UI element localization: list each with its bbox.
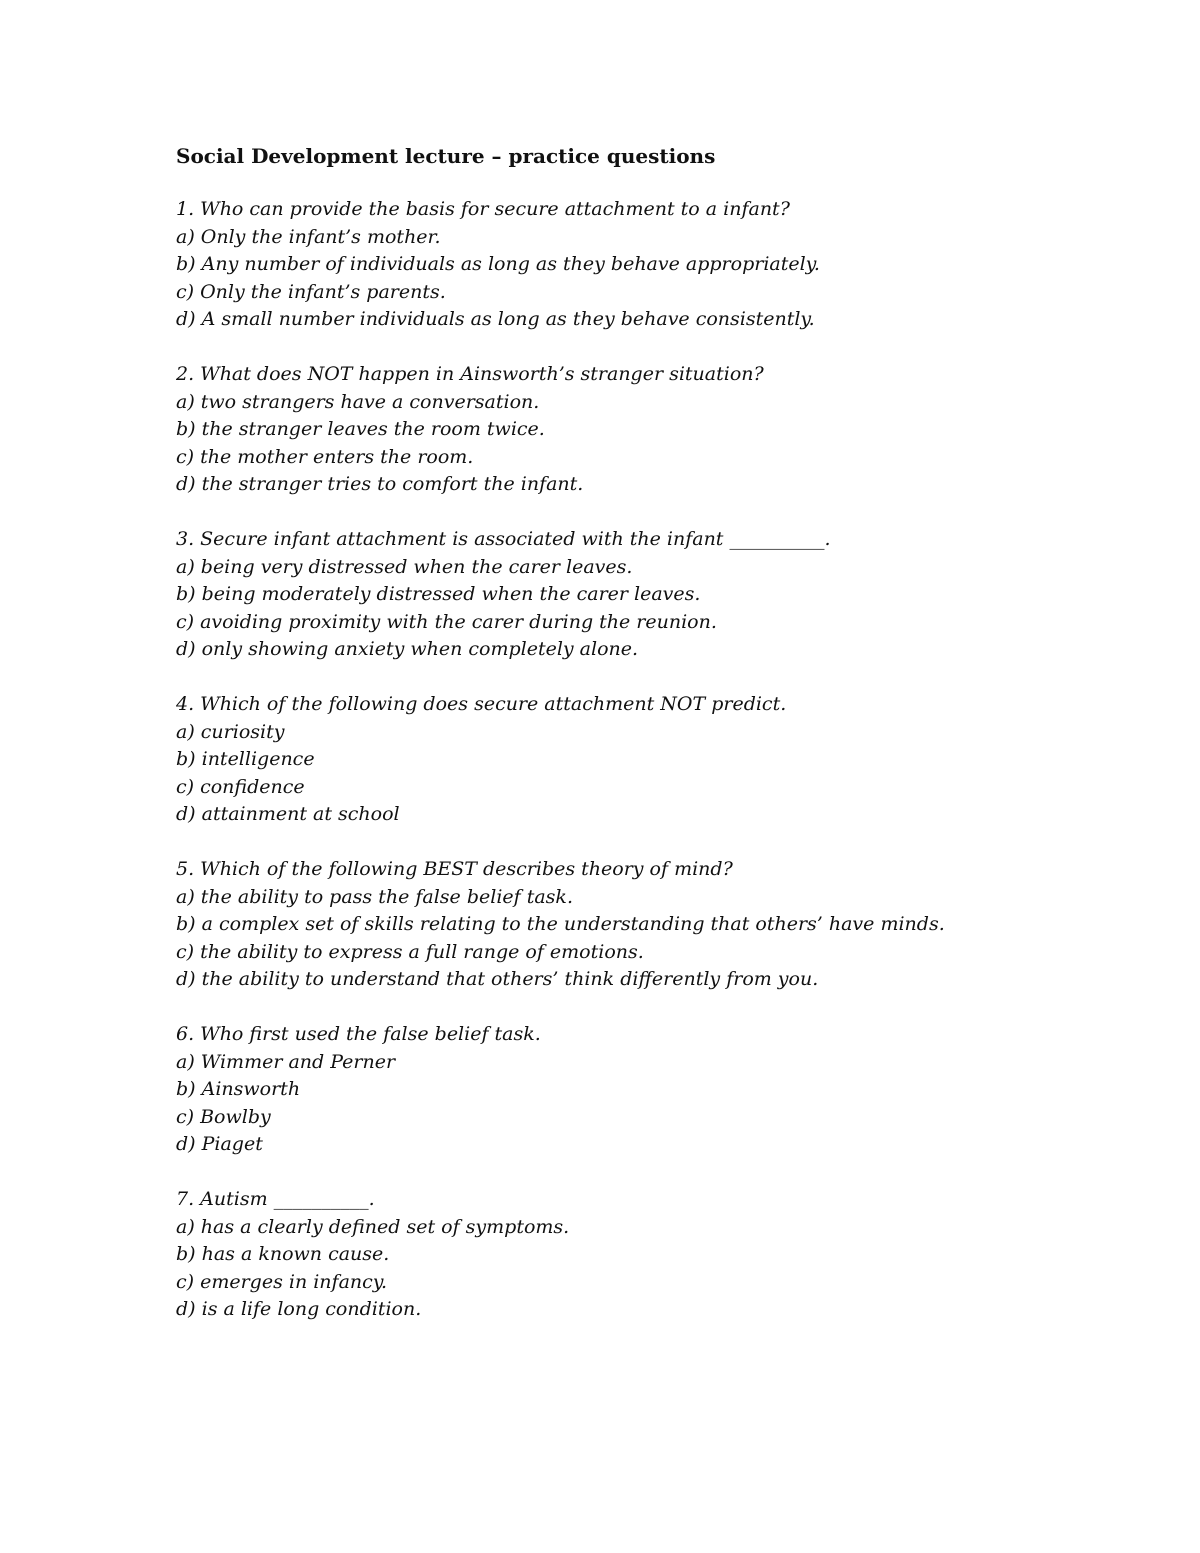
question-prompt: 2. What does NOT happen in Ainsworth’s stranger situation? bbox=[176, 363, 764, 385]
answer-option-b: b) intelligence bbox=[176, 748, 315, 770]
answer-option-d: d) the stranger tries to comfort the infant. bbox=[176, 473, 584, 495]
answer-option-c: c) Bowlby bbox=[176, 1105, 271, 1128]
answer-option-c: c) Only the infant’s parents. bbox=[176, 280, 446, 303]
answer-option-c: c) the mother enters the room. bbox=[176, 445, 474, 468]
answer-option-c: c) the ability to express a full range of emotions. bbox=[176, 940, 644, 963]
answer-option-a: a) has a clearly defined set of symptoms. bbox=[176, 1215, 570, 1238]
question-7 bbox=[176, 1186, 1116, 1324]
answer-option-a: a) curiosity bbox=[176, 720, 285, 743]
question-6 bbox=[176, 1021, 1116, 1159]
document-content bbox=[176, 141, 1116, 1351]
answer-option-c: c) confidence bbox=[176, 775, 305, 798]
answer-option-d: d) Piaget bbox=[176, 1133, 263, 1155]
document-title: Social Development lecture – practice questions bbox=[176, 144, 716, 168]
answer-option-d: d) is a life long condition. bbox=[176, 1298, 422, 1320]
answer-option-b: b) Ainsworth bbox=[176, 1078, 301, 1100]
answer-option-b: b) has a known cause. bbox=[176, 1243, 390, 1265]
answer-option-d: d) only showing anxiety when completely alone. bbox=[176, 638, 639, 660]
answer-option-c: c) avoiding proximity with the carer during the reunion. bbox=[176, 610, 717, 633]
question-1 bbox=[176, 196, 1116, 334]
question-prompt: 3. Secure infant attachment is associated with the infant __________. bbox=[176, 528, 831, 550]
answer-option-a: a) Wimmer and Perner bbox=[176, 1050, 396, 1073]
answer-option-c: c) emerges in infancy. bbox=[176, 1270, 388, 1293]
question-3 bbox=[176, 526, 1116, 664]
question-prompt: 7. Autism __________. bbox=[176, 1188, 375, 1210]
answer-option-b: b) Any number of individuals as long as they behave appropriately. bbox=[176, 253, 820, 275]
question-prompt: 5. Which of the following BEST describes theory of mind? bbox=[176, 858, 733, 880]
answer-option-d: d) the ability to understand that others’ think differently from you. bbox=[176, 968, 819, 990]
question-prompt: 4. Which of the following does secure attachment NOT predict. bbox=[176, 693, 787, 715]
answer-option-a: a) the ability to pass the false belief task. bbox=[176, 885, 573, 908]
answer-option-a: a) two strangers have a conversation. bbox=[176, 390, 540, 413]
answer-option-a: a) being very distressed when the carer leaves. bbox=[176, 555, 633, 578]
answer-option-d: d) A small number individuals as long as they behave consistently. bbox=[176, 308, 815, 330]
question-4 bbox=[176, 691, 1116, 829]
answer-option-d: d) attainment at school bbox=[176, 803, 400, 825]
question-prompt: 1. Who can provide the basis for secure attachment to a infant? bbox=[176, 198, 790, 220]
answer-option-b: b) the stranger leaves the room twice. bbox=[176, 418, 545, 440]
answer-option-a: a) Only the infant’s mother. bbox=[176, 225, 441, 248]
question-prompt: 6. Who first used the false belief task. bbox=[176, 1023, 541, 1045]
answer-option-b: b) being moderately distressed when the carer leaves. bbox=[176, 583, 701, 605]
question-2 bbox=[176, 361, 1116, 499]
answer-option-b: b) a complex set of skills relating to the understanding that others’ have minds. bbox=[176, 913, 945, 935]
question-5 bbox=[176, 856, 1116, 994]
